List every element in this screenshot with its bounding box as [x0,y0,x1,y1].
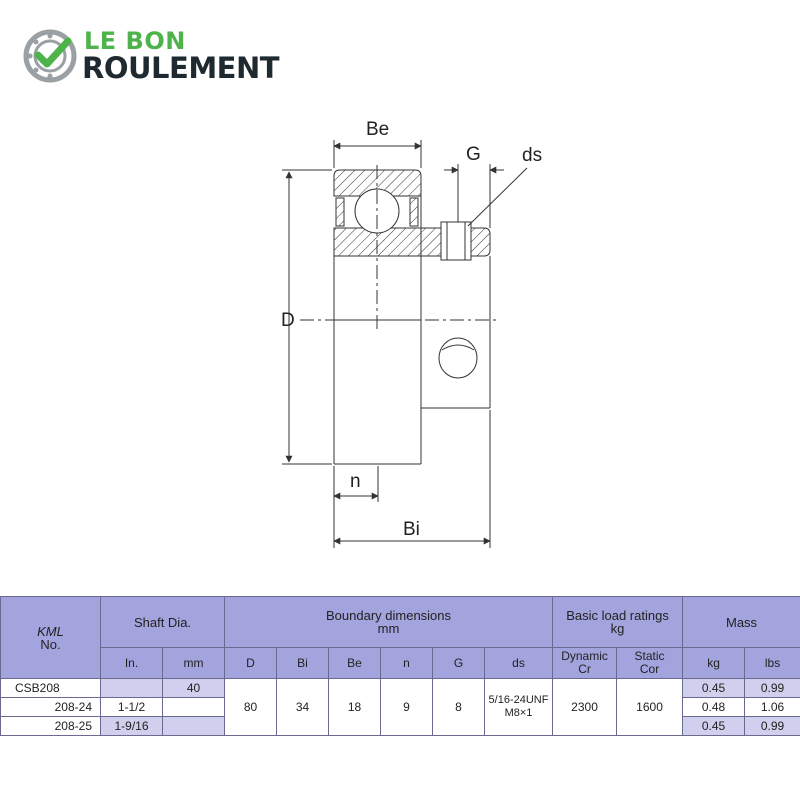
header-be: Be [329,648,381,679]
cell-lbs: 1.06 [745,698,800,717]
cell-be: 18 [329,679,381,736]
cell-ds: 5/16-24UNF M8×1 [485,679,553,736]
header-ds: ds [485,648,553,679]
cell-kg: 0.45 [683,717,745,736]
header-load-ratings: Basic load ratings kg [553,597,683,648]
cell-in: 1-1/2 [101,698,163,717]
header-g: G [433,648,485,679]
cell-in [101,679,163,698]
header-dynamic: Dynamic Cr [553,648,617,679]
cell-static: 1600 [617,679,683,736]
spec-table [0,596,800,736]
cell-no: CSB208 [1,679,101,698]
label-g: G [466,144,481,165]
header-mm: mm [163,648,225,679]
cell-n: 9 [381,679,433,736]
cell-kg: 0.48 [683,698,745,717]
cell-d: 80 [225,679,277,736]
cell-bi: 34 [277,679,329,736]
header-n: n [381,648,433,679]
header-lbs: lbs [745,648,800,679]
cell-mm: 40 [163,679,225,698]
cell-no: 208-24 [1,698,101,717]
cell-g: 8 [433,679,485,736]
header-static: Static Cor [617,648,683,679]
label-ds: ds [522,145,543,166]
label-d: D [281,310,295,331]
header-shaft-dia: Shaft Dia. [101,597,225,648]
header-mass: Mass [683,597,800,648]
header-bi: Bi [277,648,329,679]
cell-mm [163,698,225,717]
cell-dynamic: 2300 [553,679,617,736]
header-boundary: Boundary dimensions mm [225,597,553,648]
cell-lbs: 0.99 [745,717,800,736]
cell-in: 1-9/16 [101,717,163,736]
header-kg: kg [683,648,745,679]
logo-text-bottom: ROULEMENT [82,51,280,85]
table-row [1,679,800,698]
header-d: D [225,648,277,679]
cell-no: 208-25 [1,717,101,736]
header-kml-no: KML No. [1,597,101,679]
cell-mm [163,717,225,736]
label-bi: Bi [403,519,420,540]
cell-kg: 0.45 [683,679,745,698]
label-n: n [350,471,361,492]
label-be: Be [366,119,390,140]
cell-lbs: 0.99 [745,679,800,698]
logo-text-top: LE BON [84,27,186,55]
header-in: In. [101,648,163,679]
